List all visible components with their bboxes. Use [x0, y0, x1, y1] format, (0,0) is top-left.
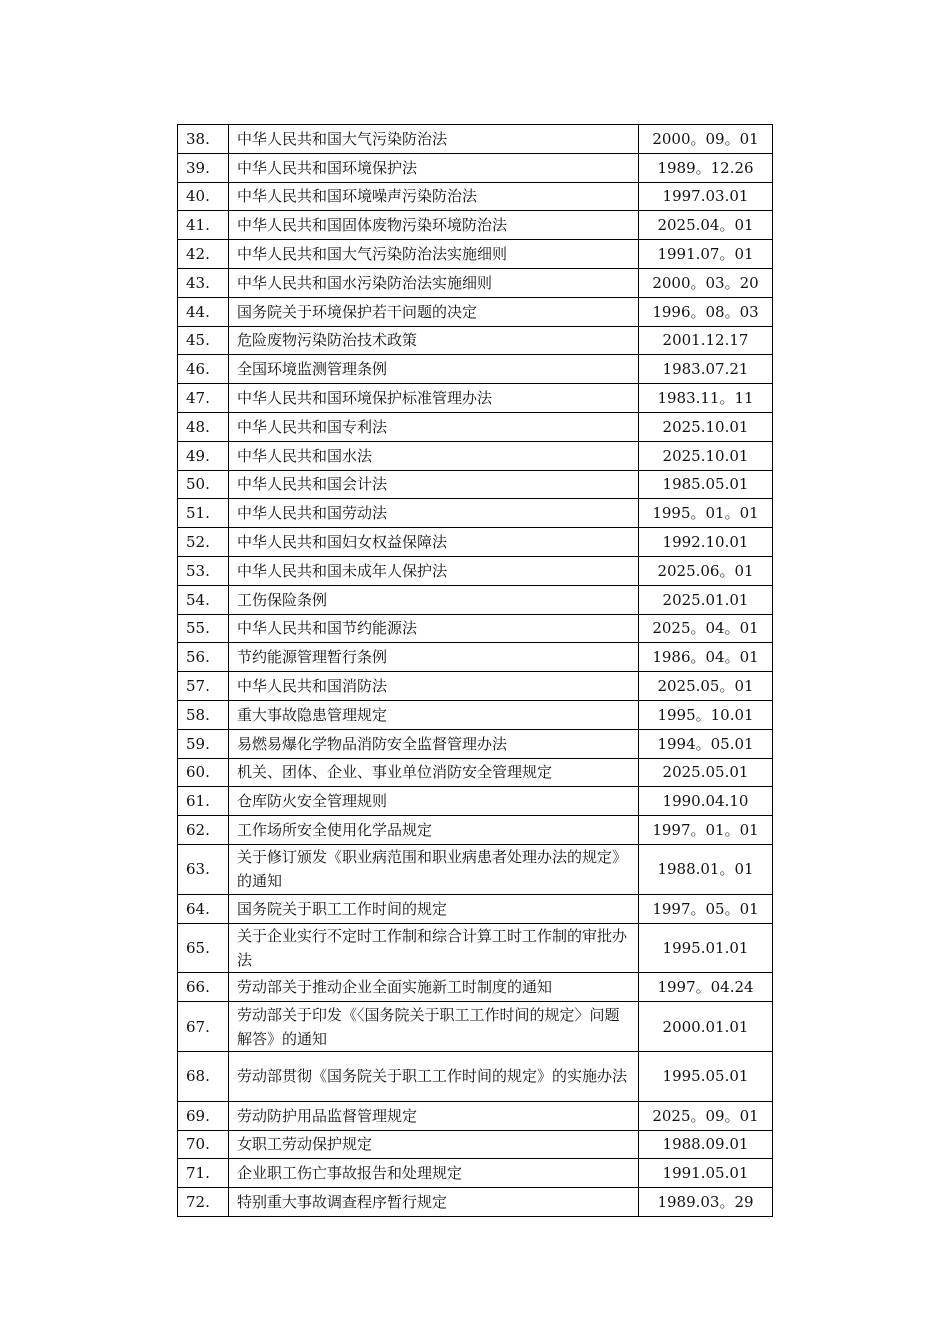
row-number: 71.	[178, 1159, 229, 1188]
effective-date: 1986。04。01	[639, 643, 773, 672]
regulation-title: 节约能源管理暂行条例	[229, 643, 639, 672]
row-number: 70.	[178, 1130, 229, 1159]
effective-date: 2025。09。01	[639, 1101, 773, 1130]
effective-date: 2025.01.01	[639, 585, 773, 614]
effective-date: 1991.05.01	[639, 1159, 773, 1188]
regulation-title: 关于企业实行不定时工作制和综合计算工时工作制的审批办法	[229, 923, 639, 973]
table-row	[178, 441, 773, 470]
table-row	[178, 787, 773, 816]
regulation-title: 中华人民共和国大气污染防治法	[229, 125, 639, 154]
regulation-title: 中华人民共和国会计法	[229, 470, 639, 499]
table-row	[178, 973, 773, 1002]
table-row	[178, 297, 773, 326]
regulation-title: 中华人民共和国专利法	[229, 412, 639, 441]
effective-date: 1989.03。29	[639, 1188, 773, 1217]
row-number: 54.	[178, 585, 229, 614]
effective-date: 2001.12.17	[639, 326, 773, 355]
table-row	[178, 894, 773, 923]
regulation-title: 机关、团体、企业、事业单位消防安全管理规定	[229, 758, 639, 787]
table-row	[178, 268, 773, 297]
row-number: 44.	[178, 297, 229, 326]
regulation-title: 中华人民共和国环境噪声污染防治法	[229, 182, 639, 211]
effective-date: 2025.04。01	[639, 211, 773, 240]
effective-date: 1990.04.10	[639, 787, 773, 816]
row-number: 47.	[178, 384, 229, 413]
table-row	[178, 758, 773, 787]
table-row	[178, 153, 773, 182]
row-number: 64.	[178, 894, 229, 923]
table-row	[178, 700, 773, 729]
row-number: 59.	[178, 729, 229, 758]
row-number: 52.	[178, 528, 229, 557]
regulation-title: 重大事故隐患管理规定	[229, 700, 639, 729]
row-number: 45.	[178, 326, 229, 355]
row-number: 50.	[178, 470, 229, 499]
table-row	[178, 1159, 773, 1188]
regulation-title: 工作场所安全使用化学品规定	[229, 816, 639, 845]
regulation-title: 中华人民共和国劳动法	[229, 499, 639, 528]
row-number: 57.	[178, 672, 229, 701]
table-row	[178, 1002, 773, 1052]
effective-date: 1997。01。01	[639, 816, 773, 845]
regulation-title: 中华人民共和国妇女权益保障法	[229, 528, 639, 557]
table-row	[178, 384, 773, 413]
row-number: 48.	[178, 412, 229, 441]
effective-date: 2025.05。01	[639, 672, 773, 701]
effective-date: 2000。03。20	[639, 268, 773, 297]
effective-date: 1997。05。01	[639, 894, 773, 923]
effective-date: 2025.06。01	[639, 556, 773, 585]
row-number: 55.	[178, 614, 229, 643]
effective-date: 2000.01.01	[639, 1002, 773, 1052]
regulation-title: 企业职工伤亡事故报告和处理规定	[229, 1159, 639, 1188]
table-row	[178, 125, 773, 154]
table-row	[178, 1130, 773, 1159]
regulation-title: 关于修订颁发《职业病范围和职业病患者处理办法的规定》的通知	[229, 844, 639, 894]
table-row	[178, 729, 773, 758]
regulation-title: 危险废物污染防治技术政策	[229, 326, 639, 355]
regulation-title: 女职工劳动保护规定	[229, 1130, 639, 1159]
row-number: 62.	[178, 816, 229, 845]
table-row	[178, 672, 773, 701]
effective-date: 2025.05.01	[639, 758, 773, 787]
row-number: 46.	[178, 355, 229, 384]
row-number: 69.	[178, 1101, 229, 1130]
table-row	[178, 585, 773, 614]
row-number: 43.	[178, 268, 229, 297]
regulation-title: 易燃易爆化学物品消防安全监督管理办法	[229, 729, 639, 758]
effective-date: 1997。04.24	[639, 973, 773, 1002]
table-row	[178, 182, 773, 211]
table-row	[178, 556, 773, 585]
regulation-title: 劳动防护用品监督管理规定	[229, 1101, 639, 1130]
effective-date: 1991.07。01	[639, 240, 773, 269]
row-number: 41.	[178, 211, 229, 240]
table-row	[178, 470, 773, 499]
effective-date: 1995.05.01	[639, 1051, 773, 1101]
row-number: 51.	[178, 499, 229, 528]
regulation-title: 劳动部关于印发《〈国务院关于职工工作时间的规定〉问题解答》的通知	[229, 1002, 639, 1052]
effective-date: 1989。12.26	[639, 153, 773, 182]
effective-date: 1988.01。01	[639, 844, 773, 894]
regulation-title: 中华人民共和国固体废物污染环境防治法	[229, 211, 639, 240]
table-row	[178, 614, 773, 643]
regulation-title: 中华人民共和国环境保护法	[229, 153, 639, 182]
regulation-title: 中华人民共和国水污染防治法实施细则	[229, 268, 639, 297]
regulations-table-body	[178, 125, 773, 1217]
row-number: 38.	[178, 125, 229, 154]
effective-date: 1983.11。11	[639, 384, 773, 413]
effective-date: 1996。08。03	[639, 297, 773, 326]
regulations-table	[177, 124, 773, 1217]
table-row	[178, 211, 773, 240]
row-number: 66.	[178, 973, 229, 1002]
regulation-title: 中华人民共和国大气污染防治法实施细则	[229, 240, 639, 269]
row-number: 68.	[178, 1051, 229, 1101]
row-number: 49.	[178, 441, 229, 470]
table-row	[178, 412, 773, 441]
effective-date: 1995。01。01	[639, 499, 773, 528]
effective-date: 2025。04。01	[639, 614, 773, 643]
effective-date: 1988.09.01	[639, 1130, 773, 1159]
effective-date: 1983.07.21	[639, 355, 773, 384]
effective-date: 2000。09。01	[639, 125, 773, 154]
effective-date: 1992.10.01	[639, 528, 773, 557]
regulation-title: 劳动部贯彻《国务院关于职工工作时间的规定》的实施办法	[229, 1051, 639, 1101]
regulation-title: 劳动部关于推动企业全面实施新工时制度的通知	[229, 973, 639, 1002]
regulation-title: 仓库防火安全管理规则	[229, 787, 639, 816]
table-row	[178, 1051, 773, 1101]
regulation-title: 国务院关于职工工作时间的规定	[229, 894, 639, 923]
table-row	[178, 1101, 773, 1130]
row-number: 53.	[178, 556, 229, 585]
row-number: 42.	[178, 240, 229, 269]
row-number: 72.	[178, 1188, 229, 1217]
regulation-title: 中华人民共和国未成年人保护法	[229, 556, 639, 585]
effective-date: 1995.01.01	[639, 923, 773, 973]
regulation-title: 全国环境监测管理条例	[229, 355, 639, 384]
row-number: 67.	[178, 1002, 229, 1052]
effective-date: 2025.10.01	[639, 412, 773, 441]
effective-date: 1997.03.01	[639, 182, 773, 211]
table-row	[178, 240, 773, 269]
table-row	[178, 499, 773, 528]
row-number: 63.	[178, 844, 229, 894]
regulation-title: 中华人民共和国水法	[229, 441, 639, 470]
row-number: 60.	[178, 758, 229, 787]
row-number: 40.	[178, 182, 229, 211]
table-row	[178, 1188, 773, 1217]
effective-date: 1994。05.01	[639, 729, 773, 758]
regulation-title: 特别重大事故调查程序暂行规定	[229, 1188, 639, 1217]
row-number: 65.	[178, 923, 229, 973]
regulation-title: 中华人民共和国消防法	[229, 672, 639, 701]
row-number: 58.	[178, 700, 229, 729]
effective-date: 1985.05.01	[639, 470, 773, 499]
row-number: 61.	[178, 787, 229, 816]
table-row	[178, 326, 773, 355]
effective-date: 2025.10.01	[639, 441, 773, 470]
regulation-title: 工伤保险条例	[229, 585, 639, 614]
regulation-title: 国务院关于环境保护若干问题的决定	[229, 297, 639, 326]
table-row	[178, 355, 773, 384]
row-number: 56.	[178, 643, 229, 672]
table-row	[178, 844, 773, 894]
regulation-title: 中华人民共和国节约能源法	[229, 614, 639, 643]
table-row	[178, 528, 773, 557]
effective-date: 1995。10.01	[639, 700, 773, 729]
regulation-title: 中华人民共和国环境保护标准管理办法	[229, 384, 639, 413]
table-row	[178, 816, 773, 845]
table-row	[178, 923, 773, 973]
table-row	[178, 643, 773, 672]
row-number: 39.	[178, 153, 229, 182]
